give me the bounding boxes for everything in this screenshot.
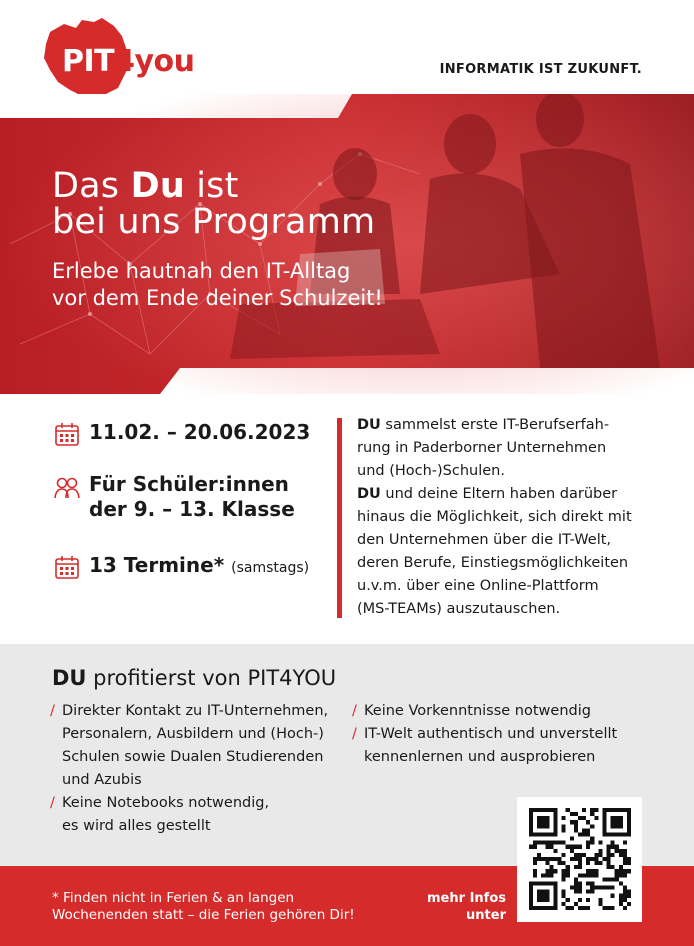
desc-p2-l1: und deine Eltern haben darüber: [380, 486, 618, 502]
benefit-line: Keine Vorkenntnisse notwendig: [364, 703, 591, 719]
more-info-line-1: mehr Infos: [427, 891, 506, 906]
hero-photo-students-at-laptop: [0, 94, 694, 394]
hero-headline: [52, 168, 375, 240]
desc-p2-l5: u.v.m. über eine Online-Plattform: [357, 578, 599, 594]
audience-line-1: Für Schüler:innen: [89, 472, 289, 496]
headline-part-2: ist: [184, 166, 239, 206]
footnote-line-2: Wochenenden statt – die Ferien gehören Dir!: [52, 907, 355, 923]
footnote-line-1: * Finden nicht in Ferien & an langen: [52, 890, 295, 906]
fact-audience: [54, 472, 295, 522]
people-icon: [54, 474, 80, 500]
desc-p2-bold: DU: [357, 486, 381, 502]
headline-bold: Du: [130, 166, 185, 206]
desc-p1-l1: sammelst erste IT-Berufserfah-: [380, 417, 610, 433]
desc-p2-l2: hinaus die Möglichkeit, sich direkt mit: [357, 509, 632, 525]
logo-pit: PIT: [62, 44, 115, 79]
footnote: [52, 890, 355, 924]
calendar-icon: [54, 555, 80, 581]
desc-p1-l3: und (Hoch-)Schulen.: [357, 463, 505, 479]
more-info-label: [420, 890, 506, 924]
benefit-line: Keine Notebooks notwendig,: [62, 795, 270, 811]
desc-p2-l3: den Unternehmen über die IT-Welt,: [357, 532, 612, 548]
subline-line-2: vor dem Ende deiner Schulzeit!: [52, 286, 383, 310]
benefit-item: [50, 792, 350, 838]
desc-line: [357, 483, 657, 506]
tagline: INFORMATIK IST ZUKUNFT.: [439, 62, 642, 77]
sessions: [89, 553, 309, 581]
benefit-line: IT-Welt authentisch und unverstellt: [364, 726, 618, 742]
slash-bullet: /: [352, 703, 357, 719]
benefit-item: [352, 723, 652, 769]
desc-p1-bold: DU: [357, 417, 381, 433]
benefits-title-rest: profitierst von PIT4YOU: [86, 666, 337, 690]
benefit-line: Personalern, Ausbildern und (Hoch-): [62, 726, 324, 742]
accent-divider: [337, 418, 342, 618]
benefit-line: und Azubis: [62, 772, 142, 788]
audience-line-2: der 9. – 13. Klasse: [89, 497, 295, 521]
slash-bullet: /: [352, 726, 357, 742]
date-range: 11.02. – 20.06.2023: [89, 420, 311, 444]
hero-subline: [52, 258, 383, 312]
headline-line-2: bei uns Programm: [52, 202, 376, 242]
headline-line-1: [52, 168, 375, 204]
slash-bullet: /: [50, 795, 55, 811]
audience: [89, 472, 295, 522]
calendar-icon: [54, 422, 80, 448]
benefit-item: [50, 700, 350, 792]
benefit-item: [352, 700, 652, 723]
desc-p1-l2: rung in Paderborner Unternehmen: [357, 440, 607, 456]
fact-date: [54, 420, 310, 448]
subline-line-1: Erlebe hautnah den IT-Alltag: [52, 259, 351, 283]
more-info-line-2: unter: [466, 908, 506, 923]
sessions-note: (samstags): [231, 560, 310, 576]
desc-p2-l6: (MS-TEAMs) auszutauschen.: [357, 601, 561, 617]
benefits-list-left: [50, 700, 350, 838]
benefit-line: kennenlernen und ausprobieren: [364, 749, 596, 765]
headline-part-1: Das: [52, 166, 131, 206]
logo-wordmark: [62, 44, 195, 79]
benefit-line: Direkter Kontakt zu IT-Unternehmen,: [62, 703, 329, 719]
desc-p2-l4: deren Berufe, Einstiegsmöglichkeiten: [357, 555, 629, 571]
qr-code-icon[interactable]: [529, 808, 631, 910]
slash-bullet: /: [50, 703, 55, 719]
fact-sessions: [54, 553, 309, 581]
sessions-count: 13 Termine*: [89, 553, 225, 577]
benefits-title: [52, 666, 336, 690]
benefit-line: Schulen sowie Dualen Studierenden: [62, 749, 324, 765]
benefits-list-right: [352, 700, 652, 769]
description: [357, 414, 657, 621]
desc-line: [357, 414, 657, 437]
logo-4you: 4you: [114, 44, 195, 79]
benefit-line: es wird alles gestellt: [62, 818, 211, 834]
hero-banner: [0, 94, 694, 394]
benefits-title-bold: DU: [52, 666, 87, 690]
